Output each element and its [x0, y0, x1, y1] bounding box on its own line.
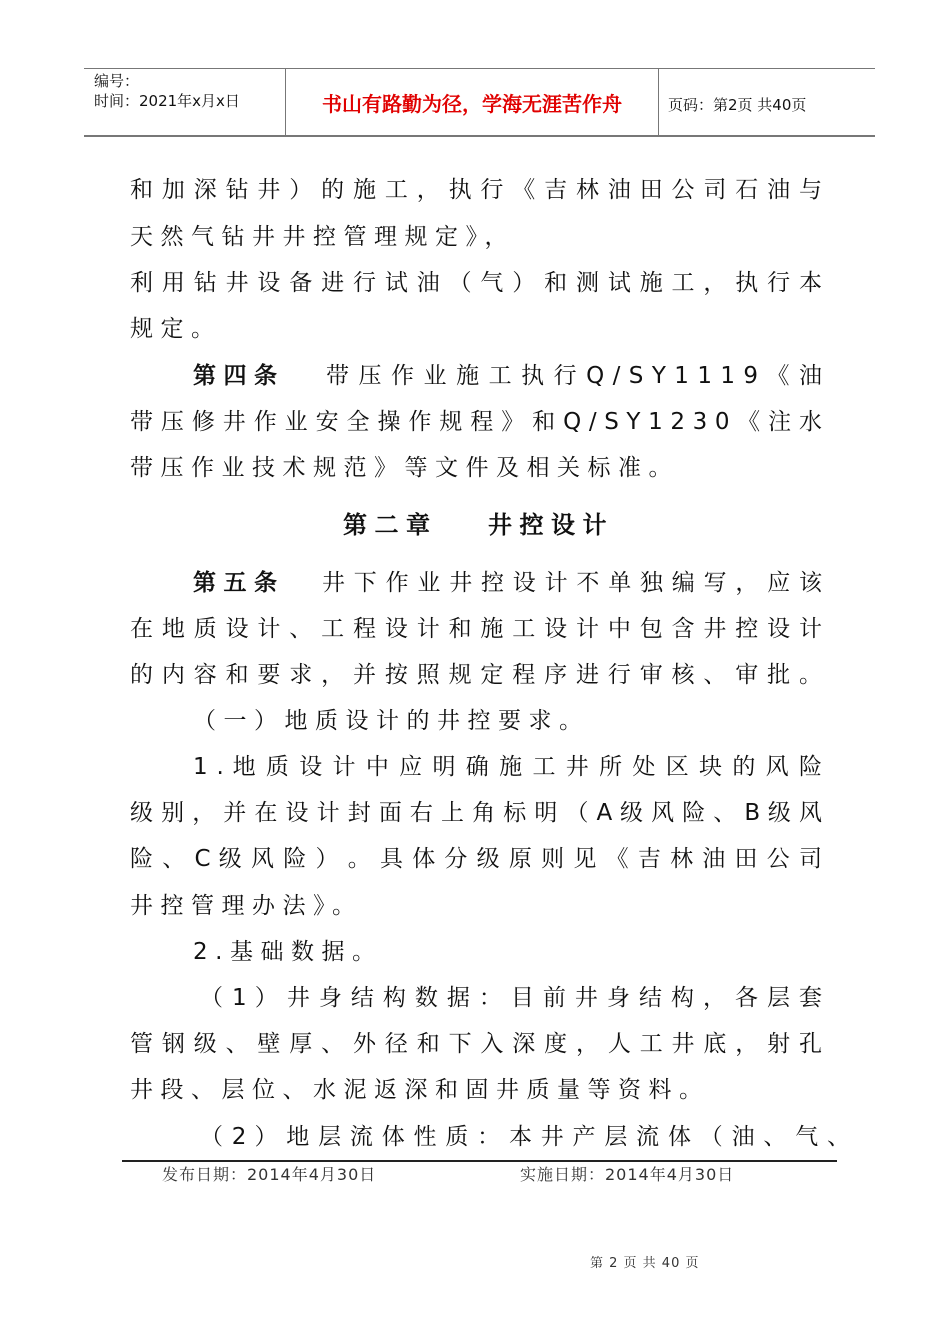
body-line: （一）地质设计的井控要求。: [193, 708, 590, 734]
header-divider: [658, 68, 659, 136]
body-line: 级 别 ， 并 在 设 计 封 面 右 上 角 标 明 （ A 级 风 险 、 B 级 风: [130, 800, 822, 826]
body-line: 井控管理办法》。: [130, 893, 363, 919]
body-line: 和 加 深 钻 井 ） 的 施 工 ， 执 行 《 吉 林 油 田 公 司 石 油 与: [130, 177, 822, 203]
doc-number: 编号：: [94, 72, 140, 90]
doc-time: 时间：2021年x月x日: [94, 92, 240, 110]
body-line: 井段、层位、水泥返深和固井质量等资料。: [130, 1077, 710, 1103]
chapter-number: 第二章: [343, 511, 438, 539]
body-line: 带压作业技术规范》等文件及相关标准。: [130, 455, 679, 481]
body-line: 带 压 作 业 施 工 执 行 Q / S Y 1 1 1 9 《 油: [326, 363, 822, 389]
chapter-title: 井控设计: [488, 511, 614, 539]
article-5-heading: 第五条: [193, 570, 285, 596]
body-line: （ 2 ） 地 层 流 体 性 质 ： 本 井 产 层 流 体 （ 油 、 气 、: [200, 1124, 850, 1150]
body-line: 天然气钻井井控管理规定》，: [130, 224, 515, 250]
body-line: 的 内 容 和 要 求 ， 并 按 照 规 定 程 序 进 行 审 核 、 审 批 。: [130, 662, 822, 688]
body-line: 利 用 钻 井 设 备 进 行 试 油 （ 气 ） 和 测 试 施 工 ， 执 行 本: [130, 270, 822, 296]
body-line: 险 、 C 级 风 险 ） 。 具 体 分 级 原 则 见 《 吉 林 油 田 公 司: [130, 846, 822, 872]
publish-date: 发布日期：2014年4月30日: [162, 1165, 377, 1184]
implement-date: 实施日期：2014年4月30日: [520, 1165, 735, 1184]
body-line: 规定。: [130, 316, 222, 342]
article-4-heading: 第四条: [193, 363, 285, 389]
header-page-number: 页码：第2页 共40页: [668, 96, 807, 114]
body-line: 带 压 修 井 作 业 安 全 操 作 规 程 》 和 Q / S Y 1 2 3 0 《 注 水: [130, 409, 822, 435]
header-top-rule: [84, 68, 875, 69]
body-line: 1 . 地 质 设 计 中 应 明 确 施 工 井 所 处 区 块 的 风 险: [193, 754, 822, 780]
header-motto: 书山有路勤为径，学海无涯苦作舟: [322, 92, 622, 116]
page-footer-number: 第 2 页 共 40 页: [590, 1256, 700, 1271]
body-line: 在 地 质 设 计 、 工 程 设 计 和 施 工 设 计 中 包 含 井 控 设 计: [130, 616, 822, 642]
body-line: 井 下 作 业 井 控 设 计 不 单 独 编 写 ， 应 该: [322, 570, 822, 596]
body-line: 2.基础数据。: [193, 939, 383, 965]
body-line: （ 1 ） 井 身 结 构 数 据 ： 目 前 井 身 结 构 ， 各 层 套: [200, 985, 822, 1011]
body-line: 管 钢 级 、 壁 厚 、 外 径 和 下 入 深 度 ， 人 工 井 底 ， 射 孔: [130, 1031, 822, 1057]
header-bottom-rule: [84, 135, 875, 137]
